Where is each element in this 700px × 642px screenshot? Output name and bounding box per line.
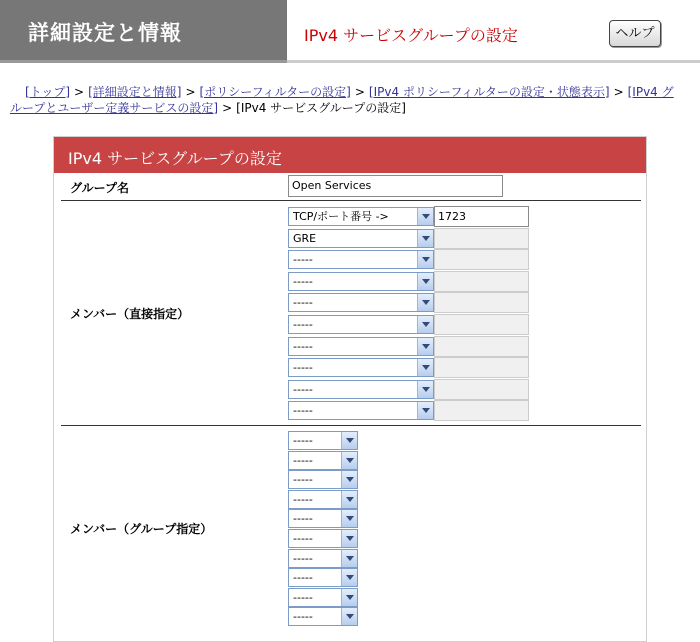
chevron-down-icon xyxy=(417,359,433,376)
member-direct-select[interactable] xyxy=(288,401,434,420)
member-group-select[interactable] xyxy=(288,451,358,470)
chevron-down-icon xyxy=(417,251,433,268)
member-group-select[interactable] xyxy=(288,490,358,509)
member-group-select-value: ----- xyxy=(293,571,313,585)
member-group-select[interactable] xyxy=(288,568,358,587)
member-port-input[interactable] xyxy=(434,336,529,357)
chevron-down-icon xyxy=(341,471,357,488)
member-direct-select[interactable] xyxy=(288,229,434,248)
member-group-select[interactable] xyxy=(288,509,358,528)
member-group-select[interactable] xyxy=(288,549,358,568)
chevron-down-icon xyxy=(417,294,433,311)
member-direct-select[interactable] xyxy=(288,207,434,226)
member-group-select-value: ----- xyxy=(293,434,313,447)
group-name-input[interactable]: Open Services xyxy=(288,175,503,197)
members-direct-label: メンバー（直接指定） xyxy=(70,307,190,321)
member-direct-select-value: ----- xyxy=(293,253,313,267)
chevron-down-icon xyxy=(417,230,433,247)
panel-title-bar xyxy=(54,137,646,173)
member-direct-select[interactable] xyxy=(288,337,434,356)
breadcrumb-separator: > xyxy=(74,85,85,99)
header xyxy=(0,0,700,63)
chevron-down-icon xyxy=(417,316,433,333)
brand-area xyxy=(0,0,287,63)
chevron-down-icon xyxy=(341,550,357,567)
member-group-select-value: ----- xyxy=(293,453,313,467)
breadcrumb-link-ipv4-policy[interactable]: [IPv4 ポリシーフィルターの設定・状態表示] xyxy=(368,85,610,99)
member-group-select[interactable] xyxy=(288,529,358,548)
chevron-down-icon xyxy=(341,589,357,606)
help-button[interactable]: ヘルプ xyxy=(609,20,661,47)
breadcrumb-separator: > xyxy=(354,85,365,99)
member-direct-select[interactable] xyxy=(288,293,434,312)
brand-title: 詳細設定と情報 xyxy=(28,21,182,45)
member-port-input[interactable] xyxy=(434,271,529,292)
chevron-down-icon xyxy=(341,432,357,449)
breadcrumb-link-policy-filter[interactable]: [ポリシーフィルターの設定] xyxy=(199,85,351,99)
breadcrumb-separator: > xyxy=(222,101,233,115)
member-port-input[interactable] xyxy=(434,379,529,400)
member-direct-select-value: GRE xyxy=(293,231,317,245)
member-port-input[interactable] xyxy=(434,249,529,270)
member-group-select-value: ----- xyxy=(293,532,313,545)
member-direct-select[interactable] xyxy=(288,380,434,399)
chevron-down-icon xyxy=(341,452,357,469)
member-direct-select-value: ----- xyxy=(293,404,313,418)
member-direct-select[interactable] xyxy=(288,315,434,334)
chevron-down-icon xyxy=(417,338,433,355)
member-direct-select[interactable] xyxy=(288,358,434,377)
divider xyxy=(61,425,641,426)
chevron-down-icon xyxy=(341,569,357,586)
member-port-input[interactable] xyxy=(434,357,529,378)
member-direct-select-value: ----- xyxy=(293,361,313,375)
breadcrumb xyxy=(10,84,690,116)
member-port-input[interactable] xyxy=(434,228,529,249)
breadcrumb-current: [IPv4 サービスグループの設定] xyxy=(236,101,406,115)
member-group-select[interactable] xyxy=(288,470,358,489)
members-group-label: メンバー（グループ指定） xyxy=(70,522,213,536)
member-group-select-value: ----- xyxy=(293,551,313,565)
member-direct-select[interactable] xyxy=(288,250,434,269)
member-direct-select[interactable] xyxy=(288,272,434,291)
panel-title: IPv4 サービスグループの設定 xyxy=(68,149,282,168)
chevron-down-icon xyxy=(417,402,433,419)
member-direct-select-value: ----- xyxy=(293,318,313,331)
member-direct-select-value: ----- xyxy=(293,339,313,353)
member-port-input[interactable]: 1723 xyxy=(434,206,529,227)
chevron-down-icon xyxy=(417,208,433,225)
settings-panel xyxy=(53,136,647,642)
divider xyxy=(61,200,641,201)
member-direct-select-value: ----- xyxy=(293,382,313,396)
member-port-input[interactable] xyxy=(434,314,529,335)
member-port-input[interactable] xyxy=(434,400,529,421)
member-group-select-value: ----- xyxy=(293,473,313,487)
member-port-input[interactable] xyxy=(434,292,529,313)
member-direct-select-value: TCP/ポート番号 -> xyxy=(293,210,389,223)
member-group-select-value: ----- xyxy=(293,610,313,624)
breadcrumb-separator: > xyxy=(613,85,624,99)
chevron-down-icon xyxy=(341,608,357,625)
member-group-select-value: ----- xyxy=(293,492,313,506)
member-group-select[interactable] xyxy=(288,431,358,450)
member-direct-select-value: ----- xyxy=(293,274,313,288)
breadcrumb-separator: > xyxy=(185,85,196,99)
chevron-down-icon xyxy=(341,510,357,527)
chevron-down-icon xyxy=(341,491,357,508)
breadcrumb-link-top[interactable]: [トップ] xyxy=(25,85,71,99)
member-group-select[interactable] xyxy=(288,607,358,626)
member-direct-select-value: ----- xyxy=(293,296,313,310)
breadcrumb-link-advanced[interactable]: [詳細設定と情報] xyxy=(88,85,182,99)
chevron-down-icon xyxy=(417,273,433,290)
member-group-select-value: ----- xyxy=(293,512,313,526)
breadcrumb-link-ipv4-group-part2[interactable]: ループとユーザー定義サービスの設定] xyxy=(10,101,219,115)
breadcrumb-link-ipv4-group-part1[interactable]: [IPv4 グ xyxy=(627,85,674,99)
chevron-down-icon xyxy=(417,381,433,398)
page-title: IPv4 サービスグループの設定 xyxy=(304,26,518,45)
member-group-select-value: ----- xyxy=(293,590,313,604)
member-group-select[interactable] xyxy=(288,588,358,607)
chevron-down-icon xyxy=(341,530,357,547)
group-name-label: グループ名 xyxy=(70,181,130,195)
